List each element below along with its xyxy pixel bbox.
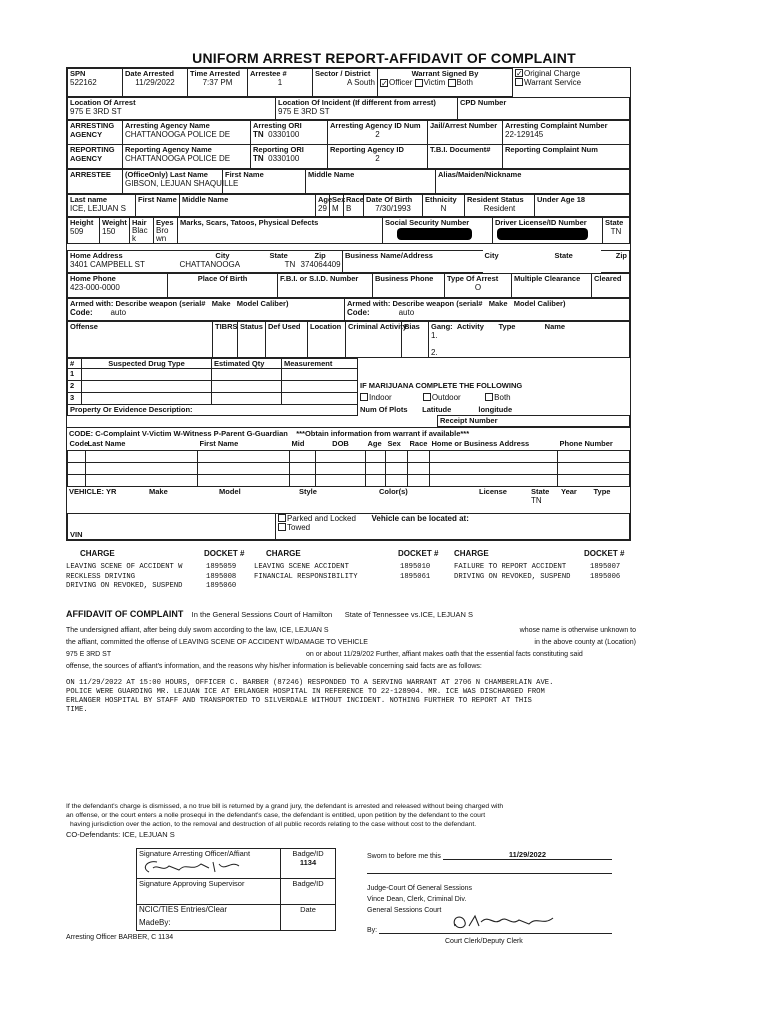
both-checkbox[interactable] xyxy=(448,79,456,87)
drug-table: # Suspected Drug Type Estimated Qty Measurement 1 2 IF MARIJUANA COMPLETE THE FOLLOWING 3 Indoor Outdoor Both Property Or Evidence Description: Num Of Plots Latitude longitude Receipt Number xyxy=(67,358,630,427)
charge-line: DRIVING ON REVOKED, SUSPEND 1895006 xyxy=(454,572,621,581)
vin-row: VIN Parked and Locked Vehicle can be located at: Towed xyxy=(67,513,630,540)
affidavit-section: AFFIDAVIT OF COMPLAINT In the General Sessions Court of Hamilton State of Tennessee vs.ICE, LEJUAN S The undersigned affiant, after being duly sworn according to the law, ICE, LEJUAN S whose name is otherwise unknown to the affiant, committed the offense of LEAVING SCENE OF ACCIDENT W/DAMAGE TO VEHICLE in the above county at (Location) 975 E 3RD ST on or about 11/29/202 Further, affiant makes oath that the essential facts constituting said offense, the sources of affiant's information, and the reasons why his/her information is believable concerning said facts are as follows: ON 11/29/2022 AT 15:00 HOURS, OFFICER C. BARBER (87246) RESPONDED TO A SERVING WARRANT AT 2706 N CHAMBERLAIN AVE. POLICE WERE GUARDING MR. LEJUAN ICE AT ERLANGER HOSPITAL IN REFERENCE TO 22-128904. MR. ICE WAS DISCHARGED FROM ERLANGER HOSPITAL BY STAFF AND TRANSPORTED TO SILVERDALE WITHOUT INCIDENT. NOTHING FURTHER TO REPORT AT THIS TIME. xyxy=(66,609,636,714)
code-legend: CODE: C-Complaint V-Victim W-Witness P-Parent G-Guardian ***Obtain information from warrant if available*** xyxy=(67,427,630,439)
charges-col-3 xyxy=(454,563,620,592)
charges-col-1 xyxy=(66,563,254,592)
clerk-block: Sworn to before me this 11/29/2022 Judge-Court Of General Sessions Vince Dean, Clerk, Criminal Div. General Sessions Court By: Court Clerk/Deputy Clerk xyxy=(367,846,612,945)
spn-cell: SPN 522162 xyxy=(68,69,123,97)
marijuana-title: IF MARIJUANA COMPLETE THE FOLLOWING xyxy=(360,380,523,390)
warrant-service-checkbox[interactable] xyxy=(515,78,523,86)
arresting-officer: Arresting Officer BARBER, C 1134 xyxy=(66,934,174,941)
ssn-cell: Social Security Number xyxy=(383,218,493,244)
agency-rows: ARRESTING AGENCY Arresting Agency Name CHATTANOOGA POLICE DE Arresting ORI TN 0330100 Arresting Agency ID Num 2 Jail/Arrest Number Arresting Complaint Number 22-129145 REPORTING AGENCY Reporting Agency Name CHATTANOOGA POLICE DE Reporting ORI TN 0330100 Reporting Agency ID 2 T.B.I. Document# Reporting Complaint Num xyxy=(67,120,630,169)
vehicle-row: VEHICLE: YR Make Model Style Color(s) License State TN Year Type xyxy=(69,486,611,505)
outdoor-checkbox[interactable] xyxy=(423,393,431,401)
arrestee-number-cell: Arrestee # 1 xyxy=(248,69,313,97)
header-row xyxy=(67,68,633,97)
arrest-form: SPN 522162 Date Arrested 11/29/2022 Time Arrested 7:37 PM Arrestee # 1 Sector / District A South Warrant Signed By ✓Officer Victim Both ✓Original Charge Warrant Service Location Of Arrest 975 E 3RD ST Location Of Incident (If different from arrest) 975 E 3RD ST CPD Number ARRESTING AGENCY Arresting Agency Name CHATTANOOGA POLICE DE Arresting ORI TN 0330100 Arresting Agency ID Num 2 Jail/Arrest Number Arresting Complaint Number 22-129145 REPORTING AGENCY Reporting Agency Name CHATTANOOGA POLICE DE Reporting ORI TN 0330100 Reporting Agency ID 2 T.B.I. Document# Reporting Complaint Num ARRESTEE (OfficeOnly) Last Name GIBSON, LEJUAN SHAQUILLE First Name Middle Name Alias/Maiden/Nickname Last name ICE, LEJUAN S First Name Middle Name Age 29 Sex M Race B Date Of Birth 7/30/1993 Ethnicity N Resident Status Resident Under Age 18 Height 509 Weight 150 Hair Blac k Eyes Bro wn Marks, Scars, Tatoos, Physical Defects Social Security Number Driver License/ID Number State TN Home Address 3401 CAMPBELL ST City CHATTANOOGA State TN Zip 374064409 Business Name/Address City State Zip Home Phone 423-000-0000 Place Of Birth F.B.I. or S.I.D. Number Business Phone Type Of Arrest O Multiple Clearance Cleared Armed with: Describe weapon (serial# Make Model Caliber) Code: auto Armed with: Describe weapon (serial# Make Model Caliber) Code: auto Offense TIBRS Status Def Used Location Criminal Activity Bias Gang: Activity Type Name 1. 2. # Suspected Drug Type Estimated Qty Measurement 1 2 IF MARIJUANA COMPLETE THE FOLLOWING 3 Indoor Outdoor Both Property Or Evidence Description: Num Of Plots Latitude longitude Receipt Number CODE: C-Complaint V-Victim W-Witness P-Parent G-Guardian ***Obtain information from warrant if available*** Code Last Name First Name Mid DOB Age Sex Race Home or Business Address Phone Number VEHICLE: YR Make Model Style Color(s) License State TN Year Type VIN Parked and Locked Vehicle can be located at: Towed xyxy=(66,67,631,541)
address-rows: Home Address 3401 CAMPBELL ST City CHATTANOOGA State TN Zip 374064409 Business Name/Address City State Zip xyxy=(67,250,630,273)
cpd-number: CPD Number xyxy=(458,98,630,120)
victim-checkbox[interactable] xyxy=(415,79,423,87)
location-row xyxy=(67,97,630,120)
officer-signature xyxy=(139,858,259,876)
physical-row: Height 509 Weight 150 Hair Blac k Eyes Bro wn Marks, Scars, Tatoos, Physical Defects Social Security Number Driver License/ID Number State TN xyxy=(67,217,630,244)
charge-line: LEAVING SCENE OF ACCIDENT W 1895059 xyxy=(66,563,237,571)
offense-row: Offense TIBRS Status Def Used Location Criminal Activity Bias Gang: Activity Type Name 1. 2. xyxy=(67,321,630,358)
weapons-row: Armed with: Describe weapon (serial# Make Model Caliber) Code: auto Armed with: Describe weapon (serial# Make Model Caliber) Code: auto xyxy=(67,298,630,321)
charge-line: FAILURE TO REPORT ACCIDENT 1895007 xyxy=(454,563,621,571)
charge-line: DRIVING ON REVOKED, SUSPEND 1895060 xyxy=(66,582,237,590)
location-of-arrest: Location Of Arrest 975 E 3RD ST xyxy=(68,98,276,120)
clerk-signature xyxy=(449,912,569,932)
dl-cell: Driver License/ID Number xyxy=(493,218,603,244)
charge-line: LEAVING SCENE ACCIDENT 1895010 xyxy=(254,563,431,571)
officer-signature-cell: Signature Arresting Officer/Affiant xyxy=(137,849,281,879)
signature-block: Signature Arresting Officer/Affiant Badge/ID 1134 Signature Approving Supervisor Badge/ID NCIC/TIES Entries/Clear MadeBy: Date xyxy=(136,848,336,931)
reporting-agency-label: REPORTING AGENCY xyxy=(68,145,123,169)
indoor-checkbox[interactable] xyxy=(360,393,368,401)
charges-col-2 xyxy=(254,563,454,592)
original-charge-checkbox[interactable] xyxy=(515,69,523,77)
persons-table: Code Last Name First Name Mid DOB Age Sex Race Home or Business Address Phone Number xyxy=(67,439,630,487)
officer-checkbox[interactable] xyxy=(380,79,388,87)
towed-checkbox[interactable] xyxy=(278,523,286,531)
dl-redaction xyxy=(497,228,588,240)
dismissal-notice: If the defendant's charge is dismissed, a no true bill is returned by a grand jury, the defendant is arrested and released without being charged with an offense, or the court enters a nolle prosequi in the defendant's case, the defendant is entitled, upon petition by the defendant to the court having jurisdiction over the action, to the removal and destruction of all public records relating to the case without cost to the defendant. CO-Defendants: ICE, LEJUAN S xyxy=(66,803,504,839)
affidavit-title: AFFIDAVIT OF COMPLAINT xyxy=(66,609,184,619)
time-arrested-cell: Time Arrested 7:37 PM xyxy=(188,69,248,97)
charge-line: RECKLESS DRIVING 1895008 xyxy=(66,572,237,581)
charges-section: CHARGE DOCKET # CHARGE DOCKET # CHARGE DOCKET # LEAVING SCENE OF ACCIDENT W 1895059 RECKLESS DRIVING 1895008 DRIVING ON REVOKED, SUSPEND 1895060 LEAVING SCENE ACCIDENT 1895010 FINANCIAL RESPONSIBILITY 1895061 FAILURE TO REPORT ACCIDENT 1895007 DRIVING ON REVOKED, SUSPEND 1895006 xyxy=(66,549,625,590)
parked-checkbox[interactable] xyxy=(278,514,286,522)
charge-line: FINANCIAL RESPONSIBILITY 1895061 xyxy=(254,572,431,581)
arrestee-office-row: ARRESTEE (OfficeOnly) Last Name GIBSON, LEJUAN SHAQUILLE First Name Middle Name Alias/Maiden/Nickname xyxy=(67,169,630,194)
date-arrested-cell: Date Arrested 11/29/2022 xyxy=(123,69,188,97)
ssn-redaction xyxy=(397,228,472,240)
sector-cell: Sector / District A South xyxy=(313,69,378,97)
location-of-incident: Location Of Incident (If different from arrest) 975 E 3RD ST xyxy=(276,98,458,120)
arrestee-name-row: Last name ICE, LEJUAN S First Name Middle Name Age 29 Sex M Race B Date Of Birth 7/30/1993 Ethnicity N Resident Status Resident Under Age 18 xyxy=(67,194,630,217)
arresting-agency-label: ARRESTING AGENCY xyxy=(68,121,123,145)
warrant-signed-cell: Warrant Signed By ✓Officer Victim Both xyxy=(378,69,513,97)
narrative: ON 11/29/2022 AT 15:00 HOURS, OFFICER C. BARBER (87246) RESPONDED TO A SERVING WARRANT AT 2706 N CHAMBERLAIN AVE. POLICE WERE GUARDING MR. LEJUAN ICE AT ERLANGER HOSPITAL IN REFERENCE TO 22-128904. MR. ICE WAS DISCHARGED FROM ERLANGER HOSPITAL BY STAFF AND TRANSPORTED TO SILVERDALE WITHOUT INCIDENT. NOTHING FURTHER TO REPORT AT THIS TIME. xyxy=(66,679,554,714)
form-title: UNIFORM ARREST REPORT-AFFIDAVIT OF COMPLAINT xyxy=(192,50,576,66)
charge-type-cell: ✓Original Charge Warrant Service xyxy=(513,69,633,97)
sworn-date: 11/29/2022 xyxy=(443,850,612,860)
both-mj-checkbox[interactable] xyxy=(485,393,493,401)
gang-cell: Gang: Activity Type Name 1. 2. xyxy=(429,322,630,358)
